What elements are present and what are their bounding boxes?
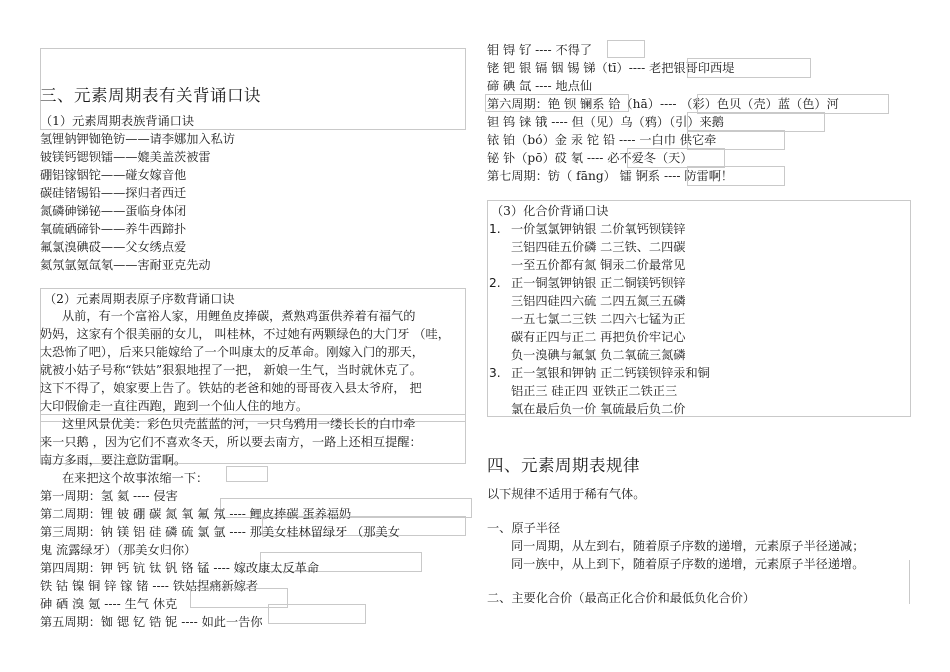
valence-subheading: （3）化合价背诵口诀 bbox=[491, 204, 609, 218]
period-line: 第一周期：氢 氦 ---- 侵害 bbox=[40, 489, 178, 503]
rules-note: 以下规律不适用于稀有气体。 bbox=[487, 487, 646, 501]
period-line: 铁 钴 镍 铜 锌 镓 锗 ---- 铁姑捏痛新嫁者 bbox=[40, 579, 259, 593]
valence-num: 3. bbox=[489, 366, 501, 380]
valence-line: 三铝四硅四六硫 二四五氮三五磷 bbox=[511, 294, 686, 308]
period-line: 钼 锝 钌 ---- 不得了 bbox=[487, 43, 593, 57]
period-frame bbox=[268, 604, 366, 624]
family-line: 氟氯溴碘砹——父女绣点爱 bbox=[40, 240, 187, 254]
story-line: 太恐怖了吧），后来只能嫁给了一个叫康太的反革命。刚嫁入门的那天， bbox=[40, 345, 424, 359]
family-line: 硼铝镓铟铊——碰女嫁音他 bbox=[40, 168, 187, 182]
period-line: 鬼 流露绿牙）（那美女归你） bbox=[40, 543, 197, 557]
valence-line: 碳有正四与正二 再把负价牢记心 bbox=[511, 330, 686, 344]
period-line: 钽 钨 铼 锇 ---- 但（见）乌（鸦）（引）来鹅 bbox=[487, 115, 724, 129]
family-line: 碳硅锗锡铅——探归者西迁 bbox=[40, 186, 187, 200]
valence-line: 铝正三 硅正四 亚铁正二铁正三 bbox=[511, 384, 678, 398]
story-line: 从前，有一个富裕人家，用鲤鱼皮捧碳，煮熟鸡蛋供养着有福气的 bbox=[62, 309, 416, 323]
story-line: 就被小姑子号称“铁姑”狠狠地捏了一把， 新娘一生气，当时就休克了。 bbox=[40, 363, 422, 377]
order-subheading: （2）元素周期表原子序数背诵口诀 bbox=[44, 292, 235, 306]
story-line: 南方多雨，要注意防雷啊。 bbox=[40, 453, 187, 467]
period-frame bbox=[607, 40, 645, 58]
family-line: 氧硫硒碲钋——养牛西蹄扑 bbox=[40, 222, 187, 236]
family-subheading: （1）元素周期表族背诵口诀 bbox=[40, 114, 195, 128]
valence-line: 三铝四硅五价磷 二三铁、二四碳 bbox=[511, 240, 686, 254]
period-line: 第六周期：铯 钡 镧系 铪（hā）---- （彩）色贝（壳）蓝（色）河 bbox=[487, 97, 839, 111]
story-line: 来一只鹅 ，因为它们不喜欢冬天，所以要去南方，一路上还相互提醒： bbox=[40, 435, 422, 449]
valence-line: 一至五价都有氮 铜汞二价最常见 bbox=[511, 258, 686, 272]
period-line: 铑 钯 银 镉 铟 锡 锑（tī）---- 老把银哥印西堤 bbox=[487, 61, 735, 75]
story-line: 这下不得了，娘家要上告了。铁姑的老爸和她的哥哥夜入县太爷府， 把 bbox=[40, 381, 422, 395]
valence-line: 正一氢银和钾钠 正二钙镁钡锌汞和铜 bbox=[511, 366, 710, 380]
valence-line: 正一铜氢钾钠银 正二铜镁钙钡锌 bbox=[511, 276, 686, 290]
radius-heading: 一、原子半径 bbox=[487, 521, 561, 535]
family-line: 氦氖氩氪氙氡——害耐亚克先动 bbox=[40, 258, 211, 272]
family-line: 氢锂钠钾铷铯钫——请李娜加入私访 bbox=[40, 132, 235, 146]
section-title-rules: 四、元素周期表规律 bbox=[487, 456, 640, 475]
family-line: 氮磷砷锑铋——蛋临身体闭 bbox=[40, 204, 187, 218]
valence-line: 一价氢氯钾钠银 二价氧钙钡镁锌 bbox=[511, 222, 686, 236]
valence-line: 负一溴碘与氟氯 负二氧硫三氮磷 bbox=[511, 348, 686, 362]
story-line: 奶妈，这家有个很美丽的女儿， 叫桂林，不过她有两颗绿色的大门牙 （哇， bbox=[40, 327, 450, 341]
section-title-recitation: 三、元素周期表有关背诵口诀 bbox=[40, 86, 261, 105]
period-line: 铋 钋（pō）砹 氡 ---- 必不爱冬（天） bbox=[487, 151, 693, 165]
family-line: 铍镁钙锶钡镭——媲美盖茨被雷 bbox=[40, 150, 211, 164]
period-frame bbox=[226, 466, 268, 482]
story-line: 大印假偷走一直往西跑，跑到一个仙人住的地方。 bbox=[40, 399, 309, 413]
radius-line: 同一周期，从左到右，随着原子序数的递增，元素原子半径递减； bbox=[511, 539, 865, 553]
valence-num: 1. bbox=[489, 222, 501, 236]
period-line: 第二周期：锂 铍 硼 碳 氮 氧 氟 氖 ---- 鲤皮捧碳 蛋养福奶 bbox=[40, 507, 352, 521]
period-line: 第四周期：钾 钙 钪 钛 钒 铬 锰 ---- 嫁改康太反革命 bbox=[40, 561, 320, 575]
period-line: 铱 铂（bó）金 汞 铊 铅 ---- 一白巾 供它牵 bbox=[487, 133, 717, 147]
valence-heading: 二、主要化合价（最高正化合价和最低负化合价） bbox=[487, 591, 756, 605]
period-line: 第五周期：铷 锶 钇 锆 铌 ---- 如此一告你 bbox=[40, 615, 263, 629]
period-line: 砷 硒 溴 氪 ---- 生气 休克 bbox=[40, 597, 178, 611]
period-line: 第三周期：钠 镁 铝 硅 磷 硫 氯 氩 ---- 那美女桂林留绿牙 （那美女 bbox=[40, 525, 400, 539]
story-line: 在来把这个故事浓缩一下： bbox=[62, 471, 209, 485]
valence-line: 一五七氯二三铁 二四六七锰为正 bbox=[511, 312, 686, 326]
radius-line: 同一族中，从上到下，随着原子序数的递增，元素原子半径递增。 bbox=[511, 557, 865, 571]
valence-num: 2. bbox=[489, 276, 501, 290]
valence-line: 氯在最后负一价 氧硫最后负二价 bbox=[511, 402, 686, 416]
story-line: 这里风景优美：彩色贝壳蓝蓝的河，一只乌鸦用一缕长长的白巾牵 bbox=[62, 417, 416, 431]
right-edge-frame bbox=[905, 560, 910, 604]
period-line: 碲 碘 氙 ---- 地点仙 bbox=[487, 79, 593, 93]
period-line: 第七周期：钫（ fāng） 镭 锕系 ---- 防雷啊！ bbox=[487, 169, 734, 183]
